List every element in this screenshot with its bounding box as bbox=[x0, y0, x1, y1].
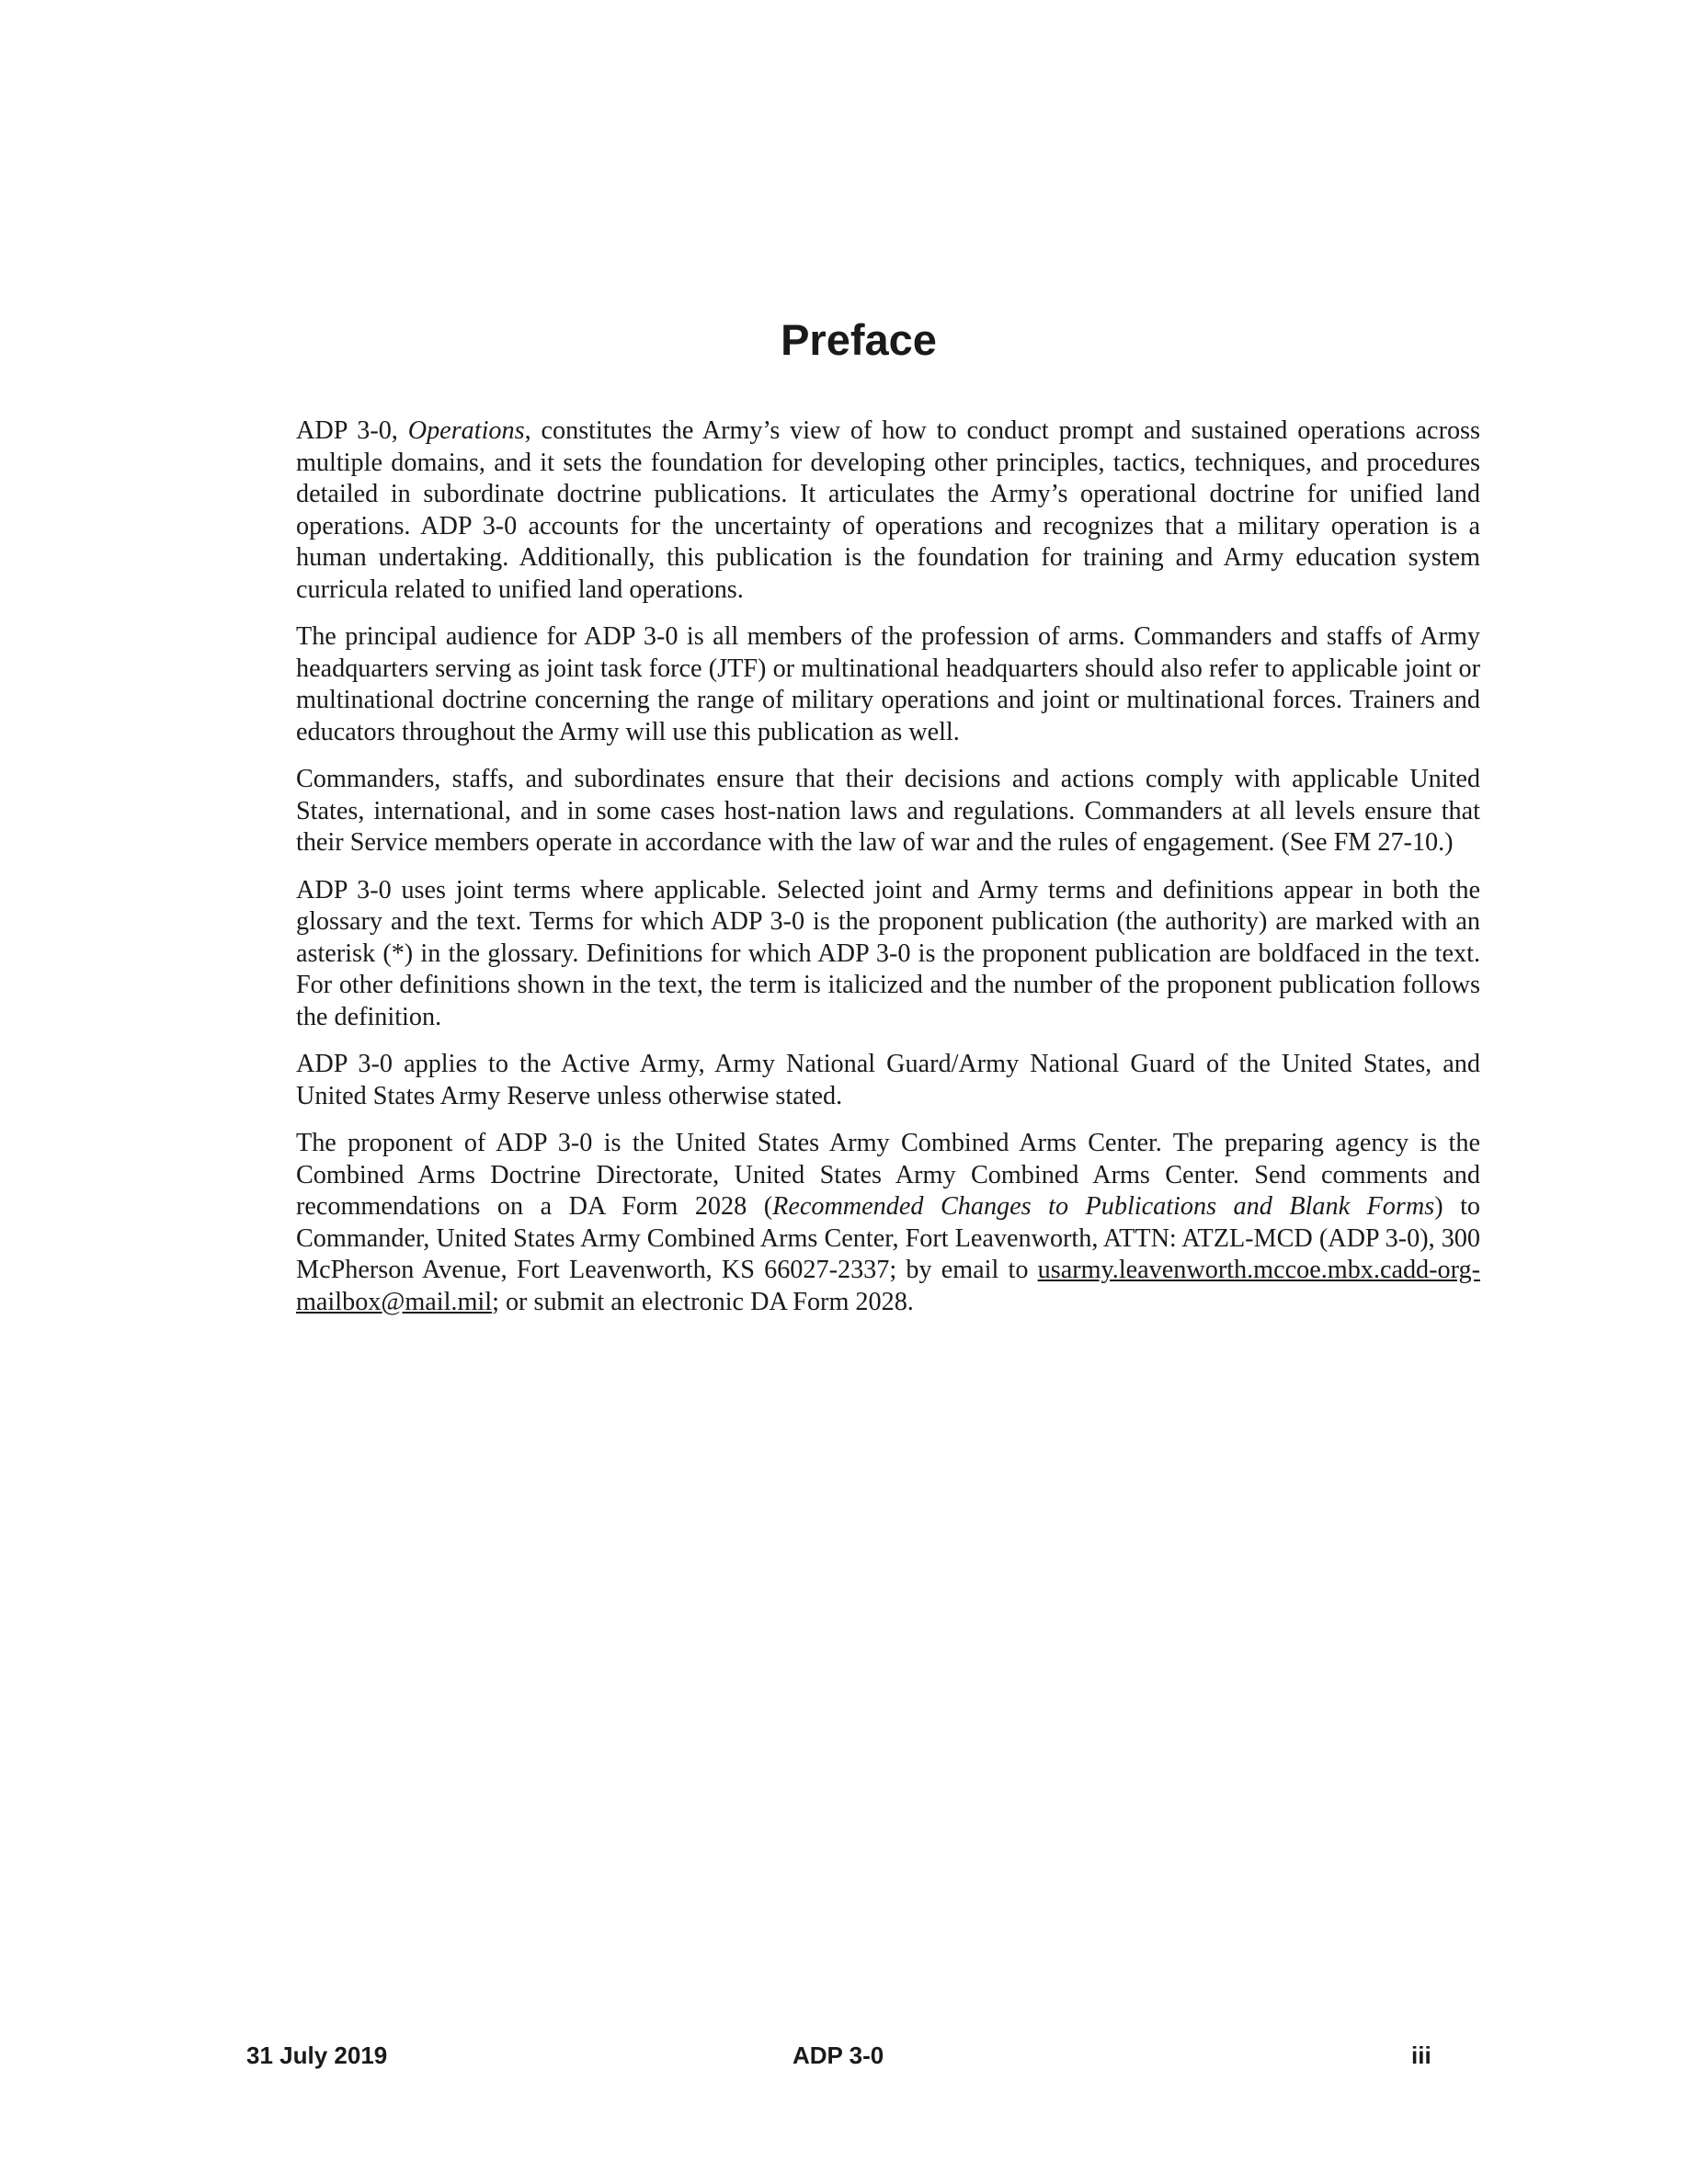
paragraph-proponent bbox=[296, 1128, 1480, 1318]
paragraph-terminology: ADP 3-0 uses joint terms where applicable. Selected joint and Army terms and definitions appear in both the glossary and the text. Terms for which ADP 3-0 is the proponent publication (the authority) are marked with an asterisk (*) in the glossary. Definitions for which ADP 3-0 is the proponent publication are boldfaced in the text. For other definitions shown in the text, the term is italicized and the number of the proponent publication follows the definition. bbox=[296, 875, 1480, 1031]
paragraph-applicability: ADP 3-0 applies to the Active Army, Army National Guard/Army National Guard of the United States, and United States Army Reserve unless otherwise stated. bbox=[296, 1050, 1480, 1110]
paragraph-proponent-text: The proponent of ADP 3-0 is the United States Army Combined Arms Center. The preparing agency is the Combined Arms Doctrine Directorate, United States Army Combined Arms Center. Send comments and recommendations on a DA Form 2028 ( bbox=[296, 1129, 1480, 1221]
paragraph-proponent-address: ) to Commander, United States Army Combined Arms Center, Fort Leavenworth, ATTN: ATZL-MCD (ADP 3-0), 300 McPherson Avenue, Fort Leavenworth, KS 66027-2337; by email to bbox=[296, 1192, 1481, 1284]
footer-publication-number: ADP 3-0 bbox=[793, 2042, 884, 2069]
paragraph-proponent-end: ; or submit an electronic DA Form 2028. bbox=[492, 1287, 914, 1316]
footer-page-number: iii bbox=[1411, 2042, 1431, 2069]
footer-date: 31 July 2019 bbox=[246, 2042, 388, 2069]
page-title: Preface bbox=[781, 315, 937, 364]
paragraph-purpose bbox=[296, 415, 1480, 606]
paragraph-purpose-text: , constitutes the Army’s view of how to conduct prompt and sustained operations across multiple domains, and it sets the foundation for developing other principles, tactics, techniques, and procedures detailed in subordinate doctrine publications. It articulates the Army’s operational doctrine for unified land operations. ADP 3-0 accounts for the uncertainty of operations and recognizes that a military operation is a human undertaking. Additionally, this publication is the foundation for training and Army education system curricula related to unified land operations. bbox=[296, 416, 1480, 604]
preface-body bbox=[296, 415, 1480, 1318]
publication-title: Operations bbox=[407, 416, 525, 445]
email-link[interactable]: usarmy.leavenworth.mccoe.mbx.cadd-org-mailbox@mail.mil bbox=[296, 1256, 1480, 1316]
paragraph-legal-compliance: Commanders, staffs, and subordinates ensure that their decisions and actions comply with applicable United States, international, and in some cases host-nation laws and regulations. Commanders at all levels ensure that their Service members operate in accordance with the law of war and the rules of engagement. (See FM 27-10.) bbox=[296, 765, 1480, 857]
paragraph-audience: The principal audience for ADP 3-0 is all members of the profession of arms. Commanders and staffs of Army headquarters serving as joint task force (JTF) or multinational headquarters should also refer to applicable joint or multinational doctrine concerning the range of military operations and joint or multinational forces. Trainers and educators throughout the Army will use this publication as well. bbox=[296, 622, 1480, 746]
form-title: Recommended Changes to Publications and Blank Forms bbox=[772, 1192, 1435, 1221]
paragraph-purpose-lead: ADP 3-0, bbox=[296, 416, 408, 445]
